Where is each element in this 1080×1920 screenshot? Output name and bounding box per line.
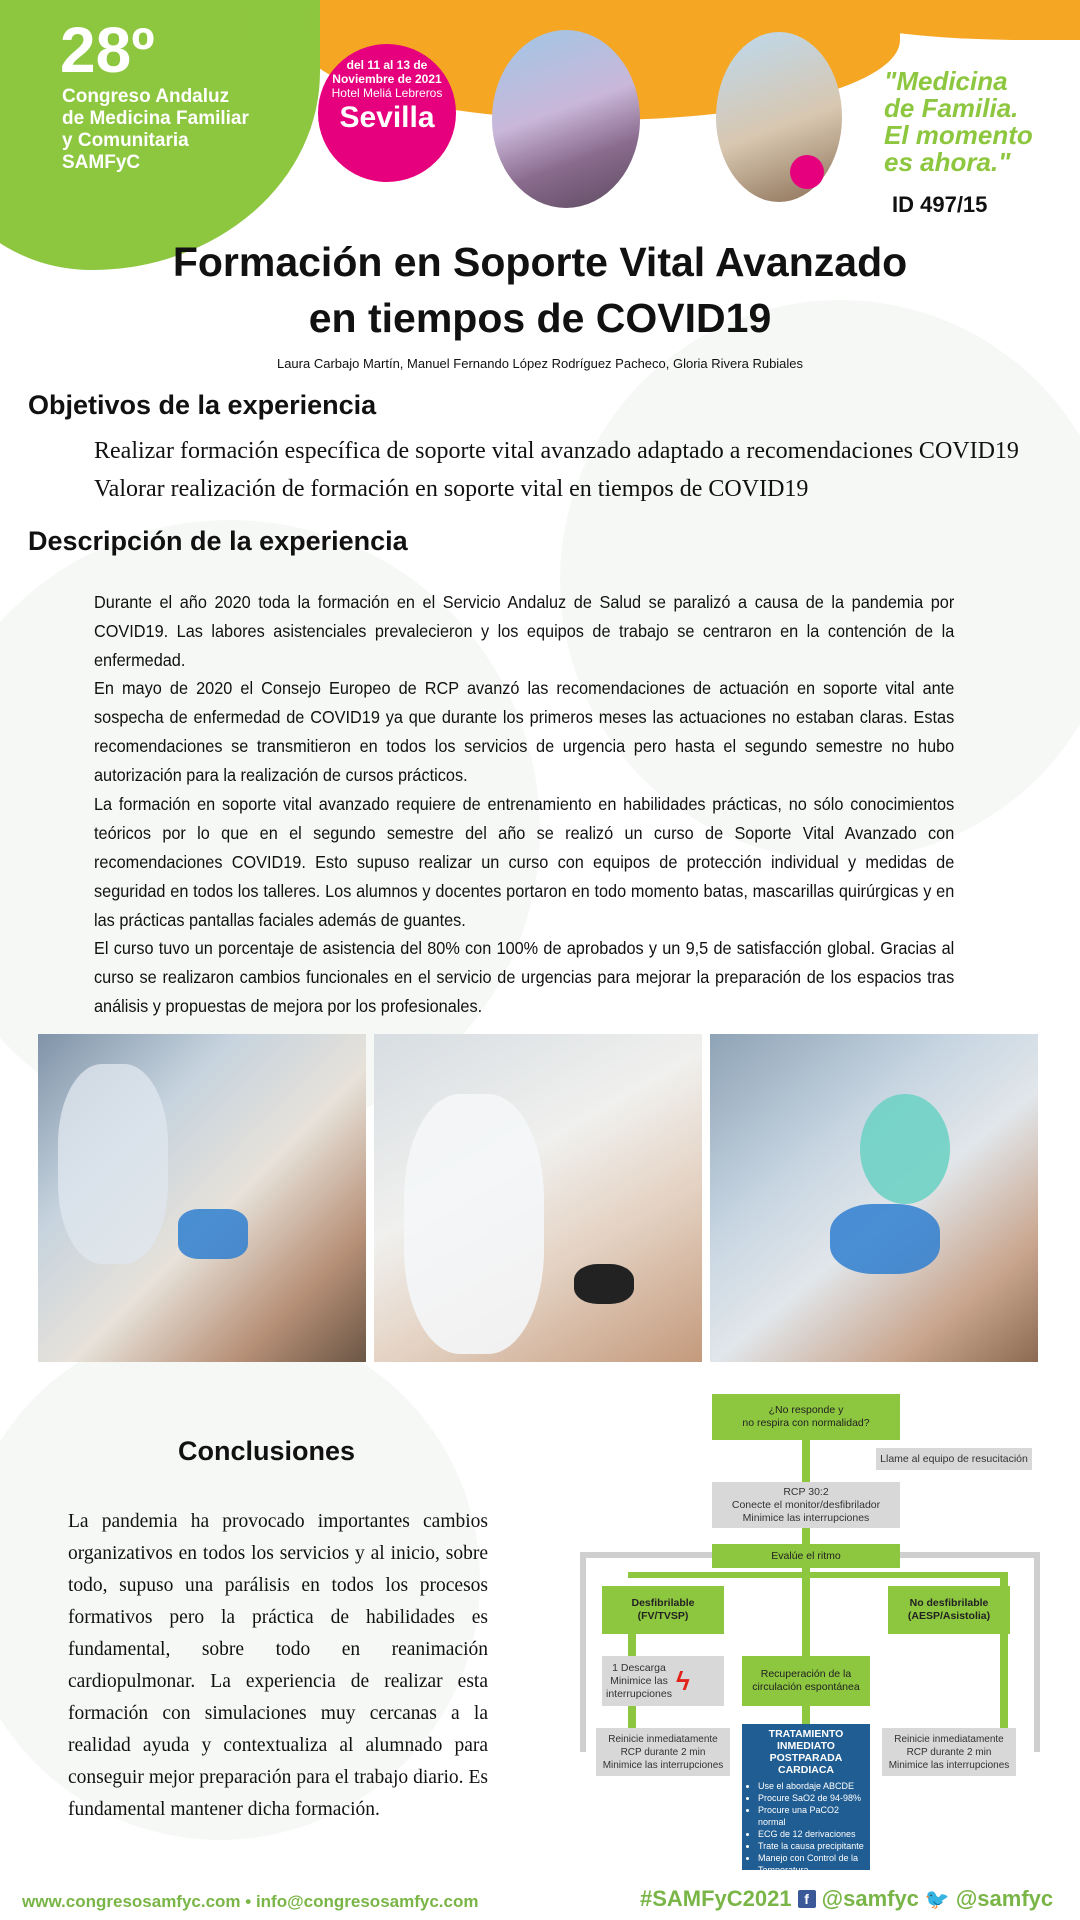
badge-venue: Hotel Meliá Lebreros [331, 86, 443, 100]
description-paragraph: Durante el año 2020 toda la formación en el Servicio Andaluz de Salud se paralizó a causa de la pandemia por COVID19. Las labores asistenciales prevalecieron y los equipos de trabajo se centraron en la contención de la enfermedad. [94, 592, 955, 670]
objectives-heading: Objetivos de la experiencia [28, 390, 377, 420]
flow-post-arrest-list [748, 1780, 864, 1876]
footer-social [640, 1886, 1053, 1912]
authors: Laura Carbajo Martín, Manuel Fernando López Rodríguez Pacheco, Gloria Rivera Rubiales [276, 356, 804, 371]
training-photo-2 [374, 1034, 702, 1362]
list-item: • Trate la causa precipitante [758, 1840, 864, 1852]
flow-rhythm-box: Evalúe el ritmo [712, 1544, 900, 1568]
description-paragraph: En mayo de 2020 el Consejo Europeo de RCP avanzó las recomendaciones de actuación en soporte vital ante sospecha de enfermedad de COVID19 ya que durante los primeros meses las actuaciones no estaban claras. Estas recomendaciones se transmitieron en todos los servicios de urgencia pero hasta el segundo semestre no hubo autorización para la realización de cursos prácticos. [94, 678, 955, 785]
lightning-icon: ϟ [675, 1665, 690, 1696]
footer-twitter-handle[interactable]: @samfyc [955, 1886, 1054, 1911]
footer-hashtag: #SAMFyC2021 [640, 1886, 792, 1911]
poster-id: ID 497/15 [892, 192, 988, 217]
congress-motto: "Medicina de Familia. El momento es ahora." [884, 66, 1033, 177]
flow-connector [900, 1552, 1040, 1558]
facebook-icon: f [798, 1890, 816, 1908]
flow-connector [1034, 1552, 1040, 1752]
flow-post-arrest-title: TRATAMIENTO INMEDIATO POSTPARADA CARDIACA [768, 1728, 844, 1776]
poster-title: Formación en Soporte Vital Avanzado en tiempos de COVID19 [172, 239, 908, 341]
sevilla-monument-photo [492, 30, 640, 208]
flow-shock-text: 1 Descarga Minimice las interrupciones [606, 1661, 672, 1700]
flow-call-team-box: Llame al equipo de resucitación [876, 1448, 1032, 1470]
badge-dates: del 11 al 13 de [346, 58, 428, 72]
conclusions-heading: Conclusiones [178, 1436, 356, 1466]
description-paragraph: La formación en soporte vital avanzado requiere de entrenamiento en habilidades prácticas, no sólo conocimientos teóricos por lo que en el segundo semestre del año se realizó un curso de Soporte Vital Avanzado con recomendaciones COVID19. Esto supuso realizar un curso con equipos de protección individual y medidas de seguridad en todos los talleres. Los alumnos y docentes portaron en todo momento batas, mascarillas quirúrgicas y en las prácticas pantallas faciales además de guantes. [94, 794, 955, 930]
flow-start-box: ¿No responde y no respira con normalidad? [712, 1394, 900, 1440]
flow-shockable-box: Desfibrilable (FV/TVSP) [602, 1586, 724, 1634]
flow-resume-cpr-left: Reinicie inmediatamente RCP durante 2 min Minimice las interrupciones [596, 1728, 730, 1776]
date-venue-badge [318, 44, 456, 182]
flow-connector [628, 1572, 1008, 1578]
flow-connector [580, 1552, 720, 1558]
objective-item: Valorar realización de formación en soporte vital en tiempos de COVID19 [94, 476, 809, 502]
flow-cpr-box: RCP 30:2 Conecte el monitor/desfibrilador Minimice las interrupciones [712, 1482, 900, 1528]
congress-edition: 28º [60, 14, 155, 86]
list-item: • Use el abordaje ABCDE [758, 1780, 864, 1792]
footer-facebook-handle[interactable]: @samfyc [821, 1886, 919, 1911]
description-paragraph: El curso tuvo un porcentaje de asistencia del 80% con 100% de aprobados y un 9,5 de satisfacción global. Gracias al curso se realizaron cambios funcionales en el servicio de urgencias para mejorar la preparación de los espacios tras análisis y propuestas de mejora por los profesionales. [94, 938, 955, 1016]
flow-non-shockable-box: No desfibrilable (AESP/Asistolia) [888, 1586, 1010, 1634]
flow-connector [580, 1552, 586, 1752]
header-yellow-dot [840, 10, 892, 62]
flow-resume-cpr-right: Reinicie inmediatamente RCP durante 2 min Minimice las interrupciones [882, 1728, 1016, 1776]
list-item: • Procure una PaCO2 normal [758, 1804, 864, 1828]
congress-name: Congreso Andaluz de Medicina Familiar y Comunitaria SAMFyC [62, 86, 249, 173]
flow-shock-box [602, 1656, 724, 1706]
description-heading: Descripción de la experiencia [28, 526, 408, 556]
header-pink-dot [790, 155, 824, 189]
badge-city: Sevilla [339, 101, 435, 134]
list-item: • Procure SaO2 de 94-98% [758, 1792, 864, 1804]
list-item: • Manejo con Control de la Temperatura [758, 1852, 864, 1876]
training-photo-3 [710, 1034, 1038, 1362]
flow-rosc-box: Recuperación de la circulación espontánea [742, 1656, 870, 1706]
footer-web-link[interactable]: www.congresosamfyc.com • info@congresosamfyc.com [22, 1892, 479, 1911]
training-photo-1 [38, 1034, 366, 1362]
flow-post-arrest-box [742, 1724, 870, 1875]
conclusions-text: La pandemia ha provocado importantes cambios organizativos en todos los servicios y al inicio, sobre todo, supuso una parálisis en todos los procesos formativos pero la práctica de habilidades es fundamental, sobre todo en reanimación cardiopulmonar. La experiencia de realizar esta formación con simulaciones muy cercanas a la realidad ayuda y contextualiza al alumnado para conseguir mejor preparación para el trabajo diario. Es fundamental mantener dicha formación. [68, 1511, 488, 1820]
objective-item: Realizar formación específica de soporte vital avanzado adaptado a recomendaciones COVID19 [94, 438, 1019, 464]
twitter-icon: 🐦 [924, 1888, 950, 1911]
badge-month-year: Noviembre de 2021 [332, 72, 442, 86]
list-item: • ECG de 12 derivaciones [758, 1828, 864, 1840]
